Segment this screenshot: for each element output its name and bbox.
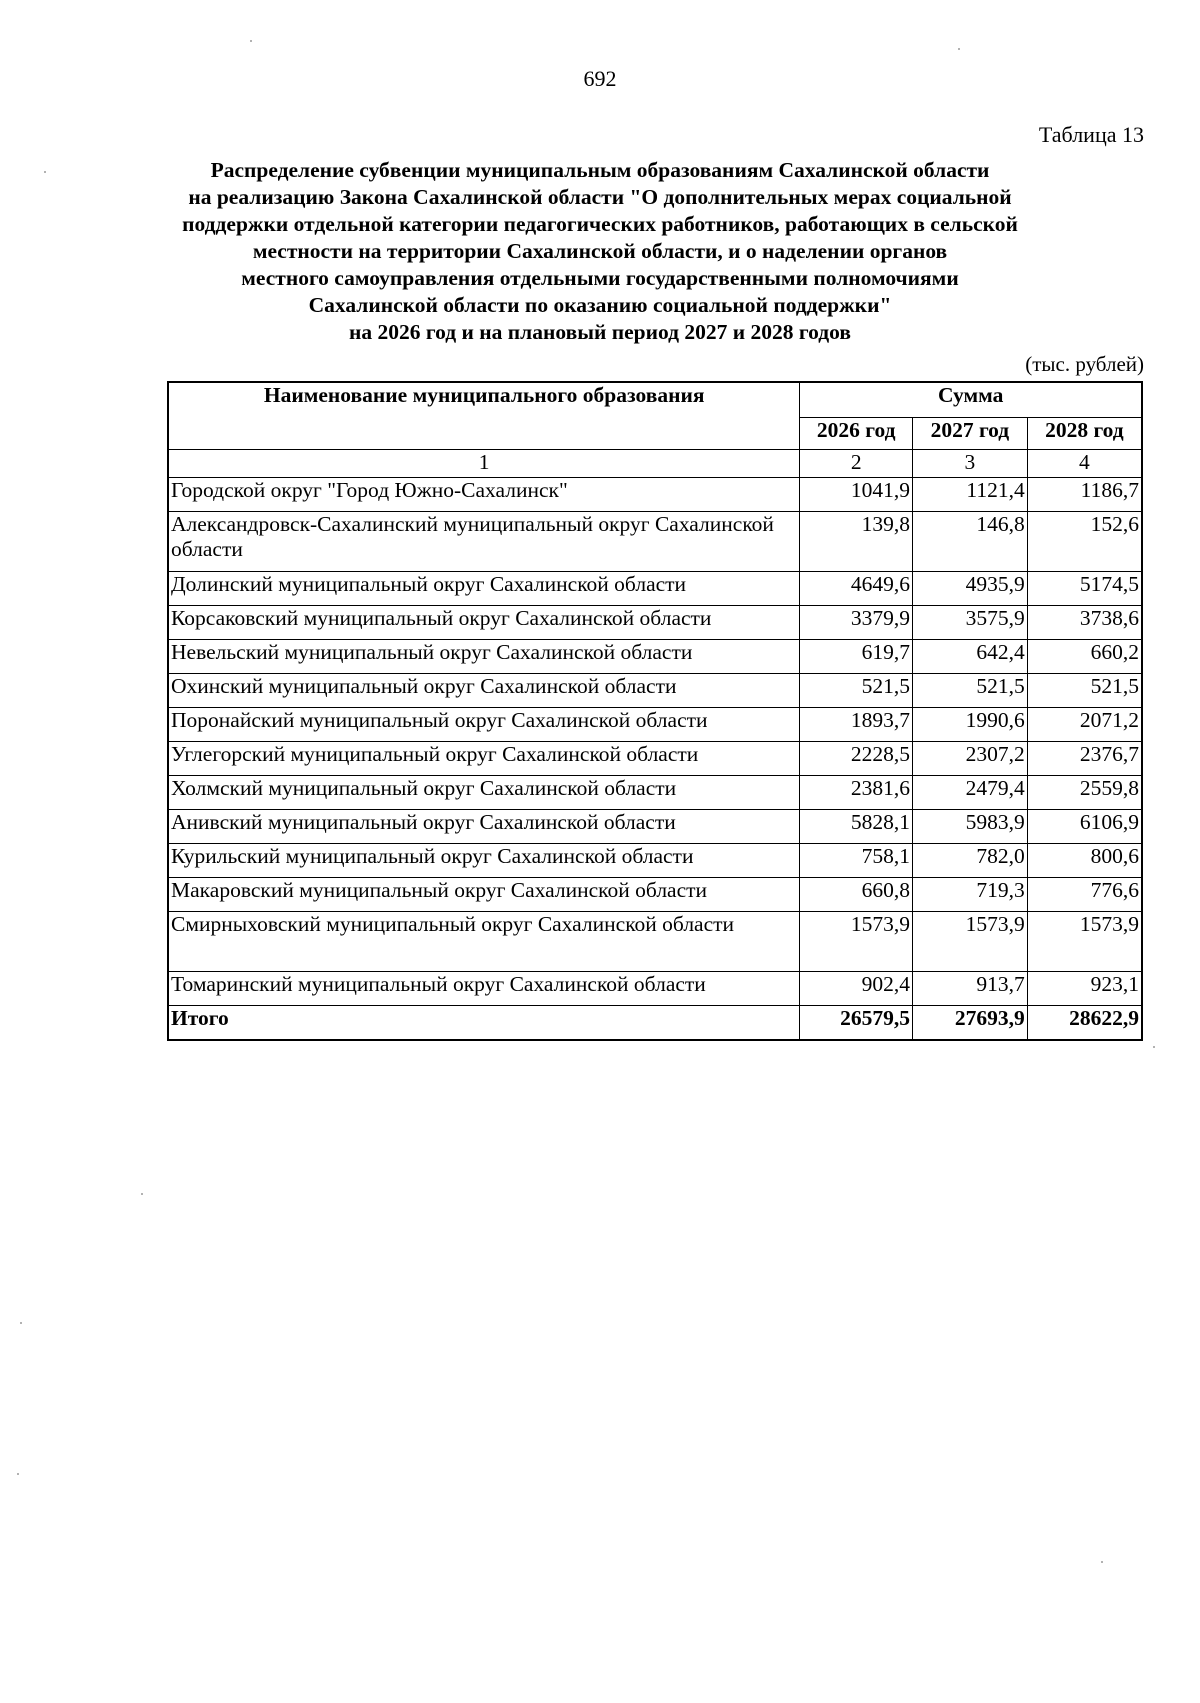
value-2028: 2559,8 xyxy=(1027,776,1142,810)
scan-speck xyxy=(1101,1561,1103,1563)
table-row xyxy=(168,810,1142,844)
header-year-2028: 2028 год xyxy=(1027,418,1142,450)
value-2028: 2071,2 xyxy=(1027,708,1142,742)
municipality-name: Городской округ "Город Южно-Сахалинск" xyxy=(168,478,800,512)
scan-speck xyxy=(141,1193,143,1195)
table-row xyxy=(168,972,1142,1006)
value-2027: 913,7 xyxy=(913,972,1028,1006)
municipality-name: Александровск-Сахалинский муниципальный округ Сахалинской области xyxy=(168,512,800,572)
table-body xyxy=(168,450,1142,1041)
value-2027: 4935,9 xyxy=(913,572,1028,606)
total-row xyxy=(168,1006,1142,1041)
title-line: Сахалинской области по оказанию социальной поддержки" xyxy=(308,293,892,317)
total-2027: 27693,9 xyxy=(913,1006,1028,1041)
value-2028: 152,6 xyxy=(1027,512,1142,572)
table-row xyxy=(168,912,1142,972)
column-number: 4 xyxy=(1027,450,1142,478)
table-row xyxy=(168,878,1142,912)
value-2026: 1893,7 xyxy=(800,708,913,742)
value-2028: 521,5 xyxy=(1027,674,1142,708)
table-row xyxy=(168,708,1142,742)
value-2026: 758,1 xyxy=(800,844,913,878)
scan-speck xyxy=(17,1473,19,1475)
value-2026: 1573,9 xyxy=(800,912,913,972)
value-2027: 719,3 xyxy=(913,878,1028,912)
value-2028: 3738,6 xyxy=(1027,606,1142,640)
value-2027: 1121,4 xyxy=(913,478,1028,512)
municipality-name: Корсаковский муниципальный округ Сахалинской области xyxy=(168,606,800,640)
value-2026: 2228,5 xyxy=(800,742,913,776)
table-row xyxy=(168,844,1142,878)
municipality-name: Макаровский муниципальный округ Сахалинской области xyxy=(168,878,800,912)
value-2028: 923,1 xyxy=(1027,972,1142,1006)
total-label: Итого xyxy=(168,1006,800,1041)
municipality-name: Анивский муниципальный округ Сахалинской области xyxy=(168,810,800,844)
value-2028: 2376,7 xyxy=(1027,742,1142,776)
value-2026: 139,8 xyxy=(800,512,913,572)
municipality-name: Невельский муниципальный округ Сахалинской области xyxy=(168,640,800,674)
value-2026: 521,5 xyxy=(800,674,913,708)
title-line: поддержки отдельной категории педагогических работников, работающих в сельской xyxy=(182,212,1018,236)
municipality-name: Охинский муниципальный округ Сахалинской области xyxy=(168,674,800,708)
title-line: местного самоуправления отдельными государственными полномочиями xyxy=(241,266,959,290)
table-label: Таблица 13 xyxy=(1038,122,1144,147)
municipality-name: Поронайский муниципальный округ Сахалинской области xyxy=(168,708,800,742)
municipality-name: Курильский муниципальный округ Сахалинской области xyxy=(168,844,800,878)
table-title xyxy=(150,157,1050,346)
page-number: 692 xyxy=(583,66,617,91)
scan-speck xyxy=(44,171,46,173)
subvention-table xyxy=(167,381,1143,1041)
value-2026: 2381,6 xyxy=(800,776,913,810)
table-row xyxy=(168,512,1142,572)
column-number: 2 xyxy=(800,450,913,478)
header-year-2026: 2026 год xyxy=(800,418,913,450)
municipality-name: Долинский муниципальный округ Сахалинской области xyxy=(168,572,800,606)
value-2028: 6106,9 xyxy=(1027,810,1142,844)
value-2027: 521,5 xyxy=(913,674,1028,708)
municipality-name: Томаринский муниципальный округ Сахалинской области xyxy=(168,972,800,1006)
table-row xyxy=(168,606,1142,640)
table-row xyxy=(168,776,1142,810)
value-2027: 3575,9 xyxy=(913,606,1028,640)
table-row xyxy=(168,640,1142,674)
table-row xyxy=(168,742,1142,776)
value-2027: 5983,9 xyxy=(913,810,1028,844)
value-2028: 1573,9 xyxy=(1027,912,1142,972)
title-line: Распределение субвенции муниципальным образованиям Сахалинской области xyxy=(210,158,990,182)
municipality-name: Смирныховский муниципальный округ Сахалинской области xyxy=(168,912,800,972)
table-row xyxy=(168,674,1142,708)
total-2026: 26579,5 xyxy=(800,1006,913,1041)
value-2027: 642,4 xyxy=(913,640,1028,674)
municipality-name: Холмский муниципальный округ Сахалинской области xyxy=(168,776,800,810)
value-2028: 5174,5 xyxy=(1027,572,1142,606)
table-row xyxy=(168,572,1142,606)
header-sum: Сумма xyxy=(800,382,1142,418)
scan-speck xyxy=(20,1322,22,1324)
value-2026: 619,7 xyxy=(800,640,913,674)
value-2028: 800,6 xyxy=(1027,844,1142,878)
total-2028: 28622,9 xyxy=(1027,1006,1142,1041)
value-2026: 1041,9 xyxy=(800,478,913,512)
table-row xyxy=(168,478,1142,512)
scan-speck xyxy=(958,48,960,50)
title-line: на 2026 год и на плановый период 2027 и 2028 годов xyxy=(349,320,851,344)
value-2027: 1573,9 xyxy=(913,912,1028,972)
scan-speck xyxy=(250,40,252,42)
value-2028: 776,6 xyxy=(1027,878,1142,912)
value-2027: 1990,6 xyxy=(913,708,1028,742)
column-number: 1 xyxy=(168,450,800,478)
value-2028: 660,2 xyxy=(1027,640,1142,674)
title-line: на реализацию Закона Сахалинской области "О дополнительных мерах социальной xyxy=(188,185,1012,209)
value-2026: 902,4 xyxy=(800,972,913,1006)
value-2026: 4649,6 xyxy=(800,572,913,606)
value-2028: 1186,7 xyxy=(1027,478,1142,512)
value-2026: 3379,9 xyxy=(800,606,913,640)
value-2026: 5828,1 xyxy=(800,810,913,844)
title-line: местности на территории Сахалинской области, и о наделении органов xyxy=(252,239,948,263)
value-2026: 660,8 xyxy=(800,878,913,912)
value-2027: 146,8 xyxy=(913,512,1028,572)
value-2027: 782,0 xyxy=(913,844,1028,878)
units-note: (тыс. рублей) xyxy=(1025,352,1144,376)
header-municipality-name: Наименование муниципального образования xyxy=(168,382,800,450)
value-2027: 2479,4 xyxy=(913,776,1028,810)
scan-speck xyxy=(1153,1046,1155,1048)
value-2027: 2307,2 xyxy=(913,742,1028,776)
municipality-name: Углегорский муниципальный округ Сахалинской области xyxy=(168,742,800,776)
column-number: 3 xyxy=(913,450,1028,478)
header-year-2027: 2027 год xyxy=(913,418,1028,450)
